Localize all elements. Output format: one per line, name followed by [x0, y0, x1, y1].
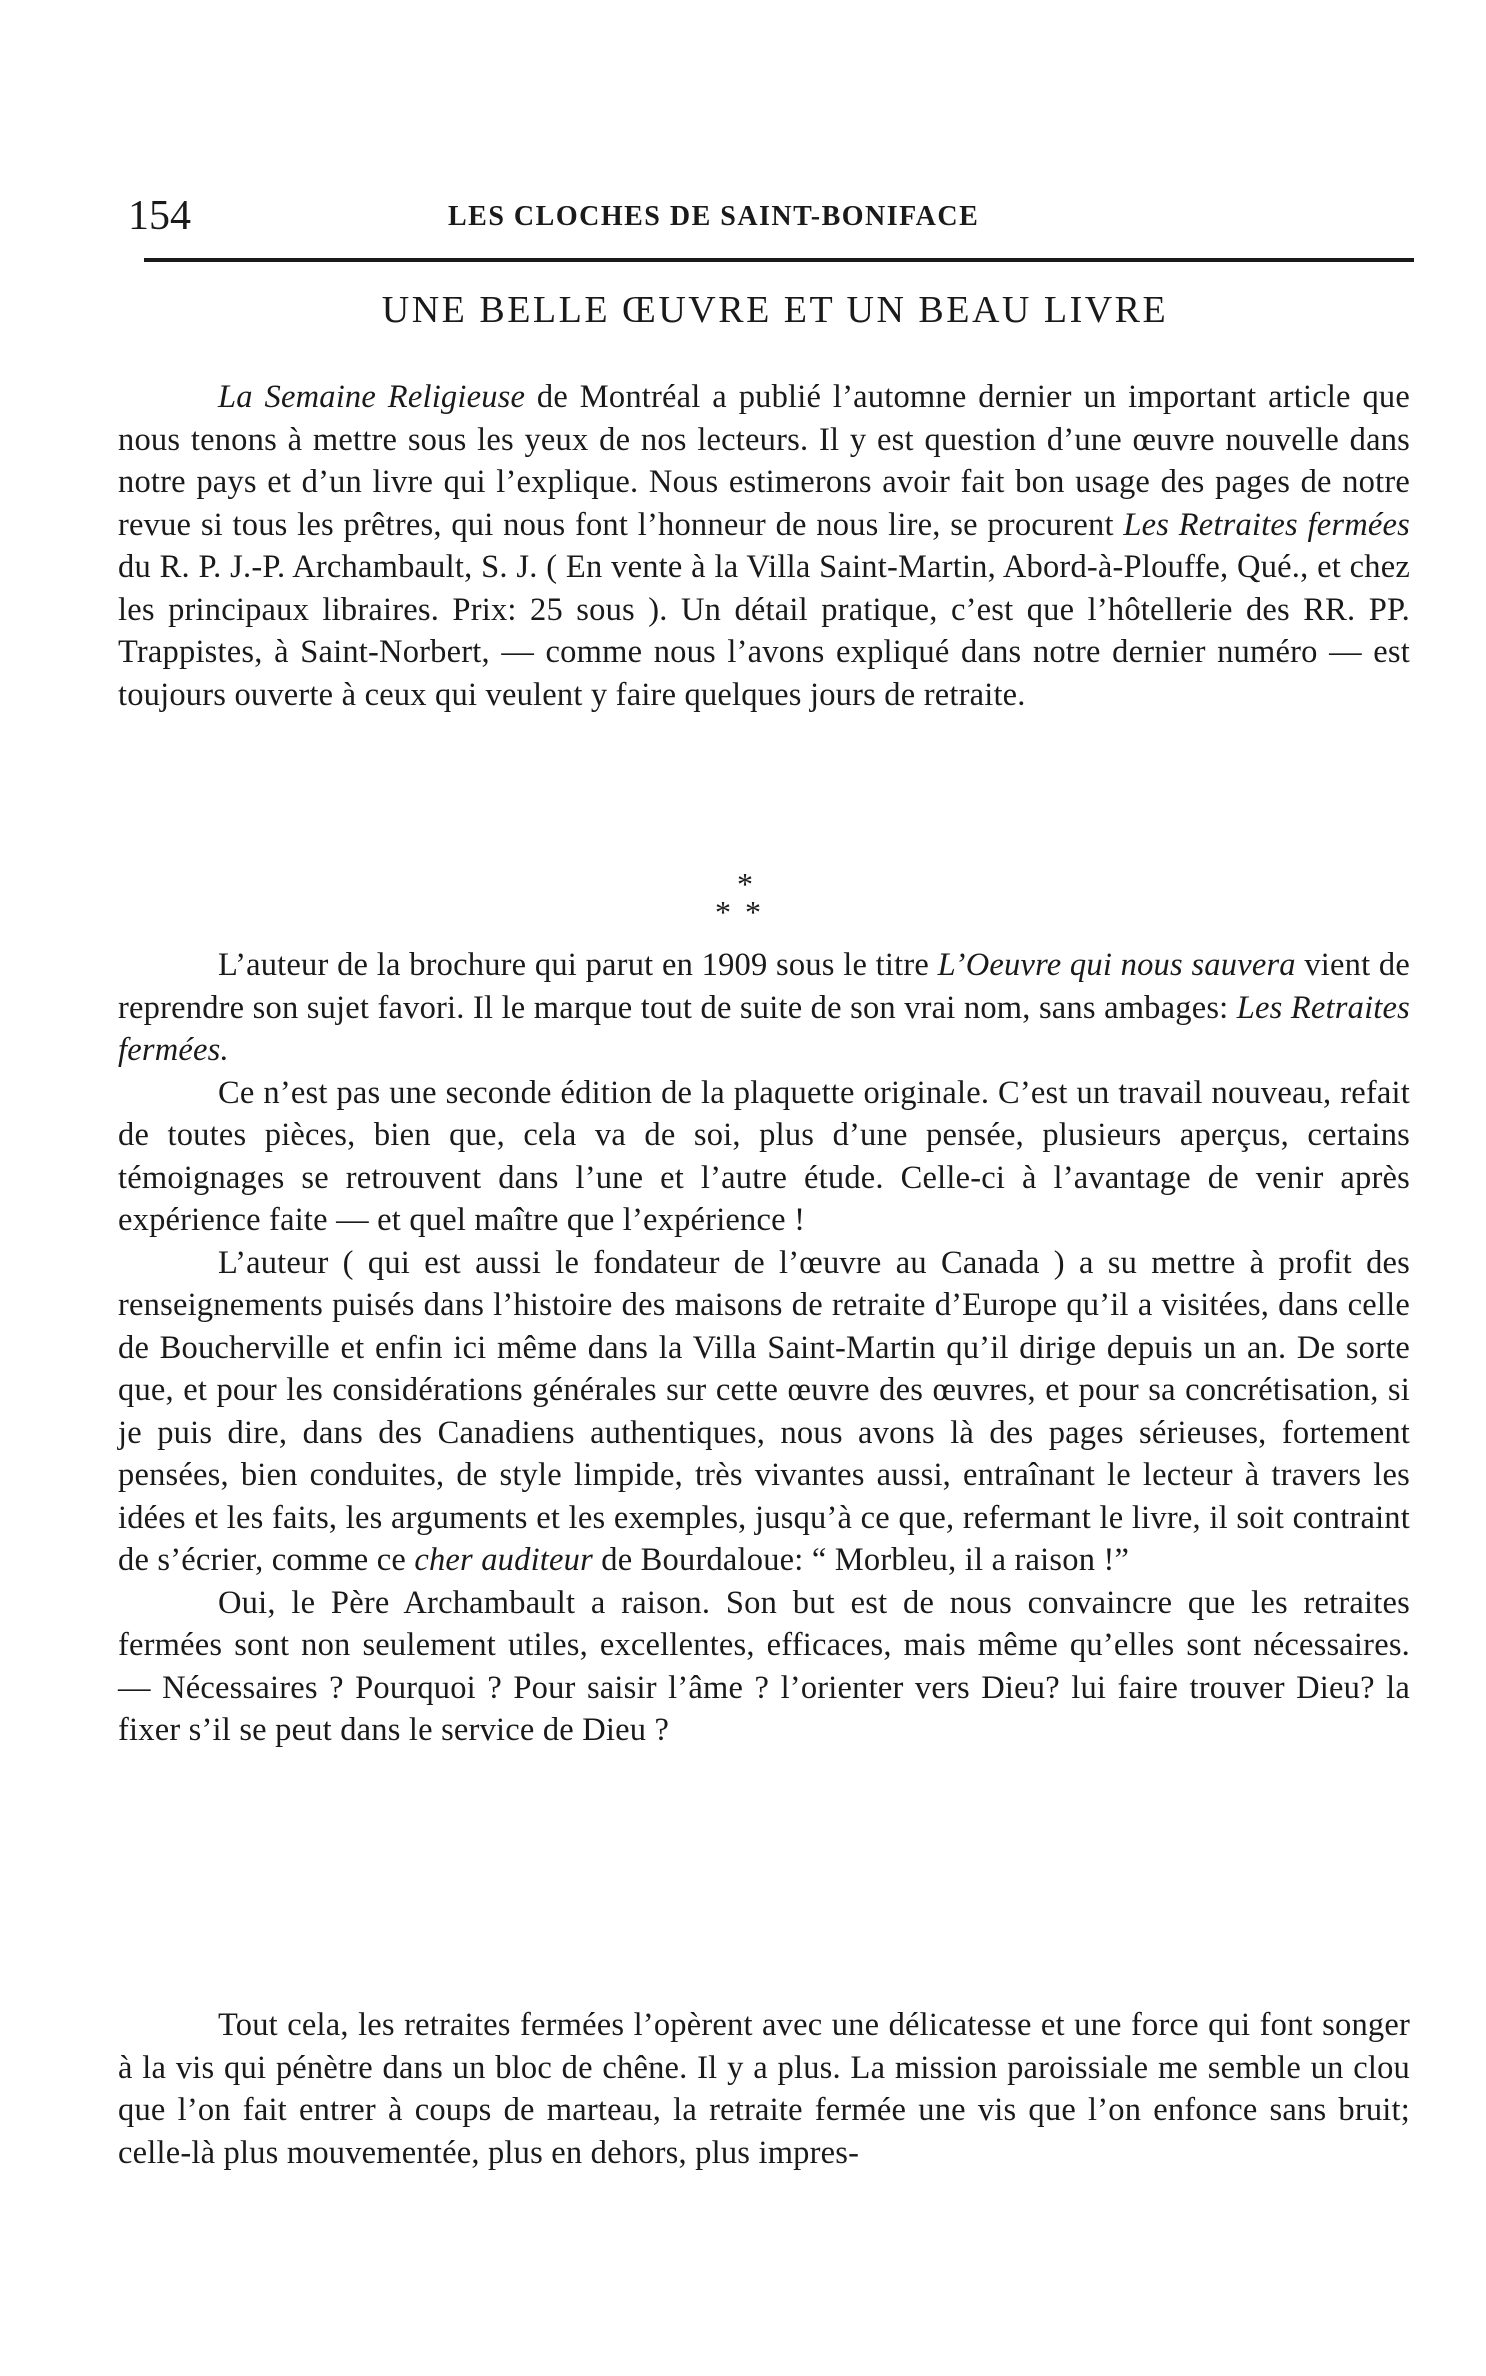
section-asterism	[690, 866, 800, 930]
italic-earlier-title: L’Oeuvre qui nous sauvera	[937, 947, 1296, 983]
paragraph-text: L’auteur de la brochure qui parut en 1909 sous le titre	[218, 947, 938, 983]
article-title: UNE BELLE ŒUVRE ET UN BEAU LIVRE	[381, 289, 1169, 331]
paragraph-text: vient de reprendre son sujet favori. Il le marque tout de suite de son vrai nom, sans ambages:	[118, 947, 1410, 1026]
running-title: LES CLOCHES DE SAINT-BONIFACE	[448, 201, 980, 232]
paragraph-purpose: Oui, le Père Archambault a raison. Son but est de nous convaincre que les retraites fermées sont non seulement utiles, excellentes, efficaces, mais même qu’elles sont nécessaires. — Nécessaires ? Pourquoi ? Pour saisir l’âme ? l’orienter vers Dieu? lui faire trouver Dieu? la fixer s’il se peut dans le service de Dieu ?	[118, 1584, 1410, 1748]
italic-journal-title: La Semaine Religieuse	[218, 379, 526, 415]
intro-section	[118, 376, 1410, 716]
paragraph-text: de Montréal a publié l’automne dernier un important article que nous tenons à mettre sous les yeux de nos lecteurs. Il y est question d’une œuvre nouvelle dans notre pays et d’un livre qui l’explique. Nous estimerons avoir fait bon usage des pages de notre revue si tous les prêtres, qui nous font l’honneur de nous lire, se procurent	[118, 379, 1410, 543]
italic-book-title: Les Retraites fermées	[1123, 506, 1410, 543]
paragraph-review-intro	[118, 944, 1410, 1072]
paragraph-author	[118, 1242, 1410, 1582]
running-head	[128, 186, 1410, 246]
italic-book-title: Les Retraites fermées.	[118, 989, 1411, 1068]
header-rule	[144, 258, 1414, 262]
page-number: 154	[128, 193, 191, 239]
paragraph-text: du R. P. J.-P. Archambault, S. J. ( En vente à la Villa Saint-Martin, Abord-à-Plouffe, Qué., et chez les principaux libraires. Prix: 25 sous ). Un détail pratique, c’est que l’hôtellerie des RR. PP. Trappistes, à Saint-Norbert, — comme nous l’avons expliqué dans notre dernier numéro — est toujours ouverte à ceux qui veulent y faire quelques jours de retraite.	[118, 549, 1410, 713]
asterism-bottom: **	[715, 894, 775, 930]
closing-section	[118, 2004, 1410, 2174]
asterism-top: *	[737, 866, 753, 902]
paragraph-screw-metaphor: Tout cela, les retraites fermées l’opèrent avec une délicatesse et une force qui font songer à la vis qui pénètre dans un bloc de chêne. Il y a plus. La mission paroissiale me semble un clou que l’on fait entrer à coups de marteau, la retraite fermée une vis que l’on enfonce sans bruit; celle-là plus mouvementée, plus en dehors, plus impres-	[118, 2007, 1410, 2171]
paragraph-text: de Bourdaloue: “ Morbleu, il a raison !”	[592, 1542, 1130, 1578]
paragraph-text: L’auteur ( qui est aussi le fondateur de l’œuvre au Canada ) a su mettre à profit des renseignements puisés dans l’histoire des maisons de retraite d’Europe qu’il a visitées, dans celle de Boucherville et enfin ici même dans la Villa Saint-Martin qu’il dirige depuis un an. De sorte que, et pour les considérations générales sur cette œuvre des œuvres, et pour sa concrétisation, si je puis dire, dans des Canadiens authentiques, nous avons là des pages sérieuses, fortement pensées, bien conduites, de style limpide, très vivantes aussi, entraînant le lecteur à travers les idées et les faits, les arguments et les exemples, jusqu’à ce que, refermant le livre, il soit contraint de s’écrier, comme ce	[118, 1244, 1410, 1578]
paragraph-intro	[118, 376, 1410, 716]
italic-phrase: cher auditeur	[414, 1542, 593, 1578]
review-section	[118, 944, 1410, 1752]
paragraph-new-work: Ce n’est pas une seconde édition de la plaquette originale. C’est un travail nouveau, refait de toutes pièces, bien que, cela va de soi, plus d’une pensée, plusieurs aperçus, certains témoignages se retrouvent dans l’une et l’autre étude. Celle-ci à l’avantage de venir après expérience faite — et quel maître que l’expérience !	[118, 1074, 1410, 1238]
